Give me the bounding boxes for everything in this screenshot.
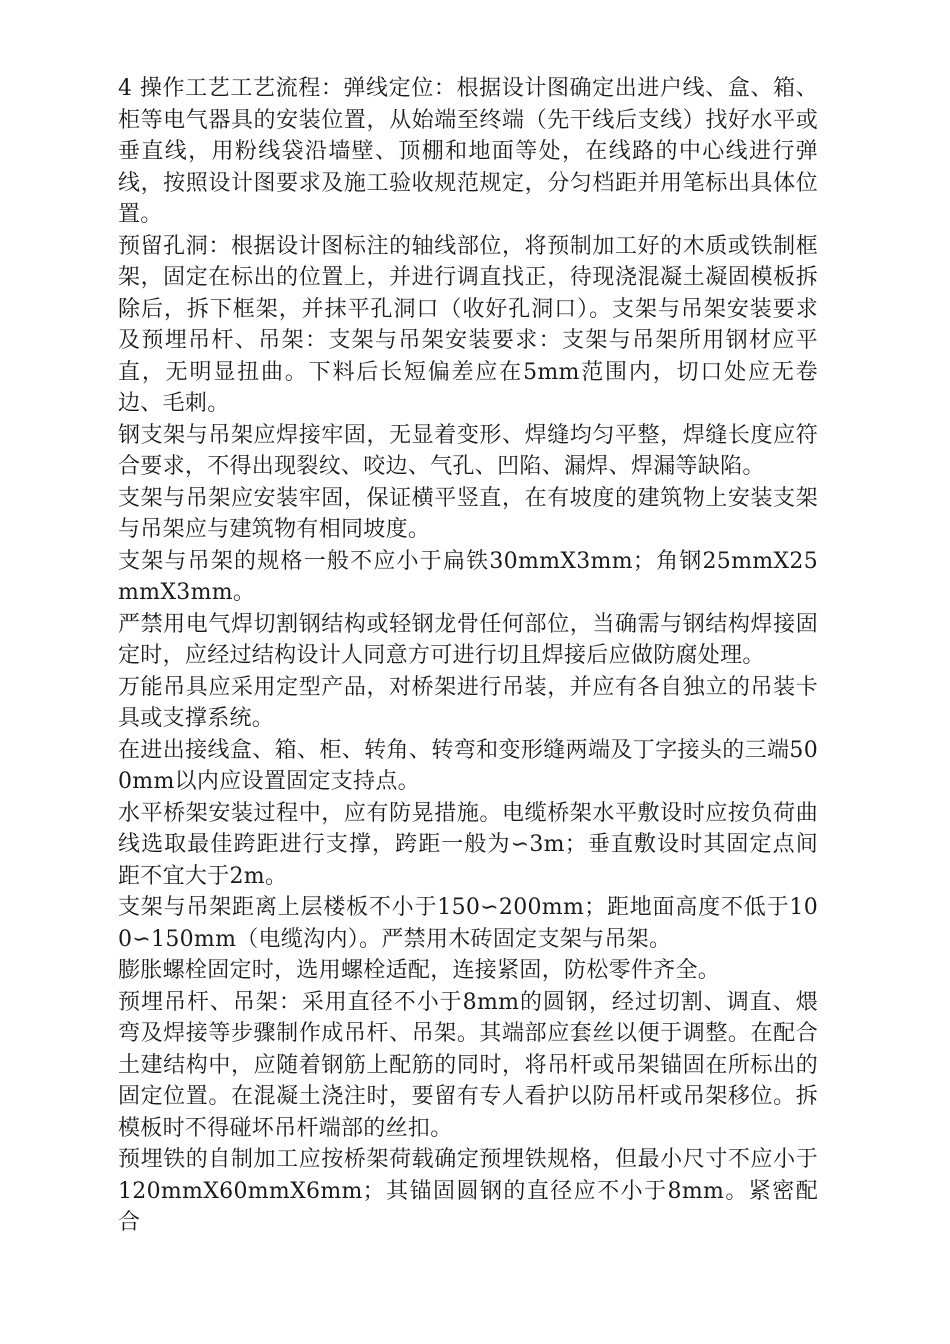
- paragraph-horizontal-tray: 水平桥架安装过程中，应有防晃措施。电缆桥架水平敷设时应按负荷曲线选取最佳跨距进行支撑，跨距一般为∽3m；垂直敷设时其固定点间距不宜大于2m。: [118, 800, 818, 889]
- paragraph-reserved-holes: 预留孔洞：根据设计图标注的轴线部位，将预制加工好的木质或铁制框架，固定在标出的位置上，并进行调直找正，待现浇混凝土凝固模板拆除后，拆下框架，并抹平孔洞口（收好孔洞口）。支架与吊架安装要求及预埋吊杆、吊架：支架与吊架安装要求：支架与吊架所用钢材应平直，无明显扭曲。下料后长短偏差应在5mm范围内，切口处应无卷边、毛刺。: [118, 233, 818, 416]
- paragraph-process-flow: 4 操作工艺工艺流程：弹线定位：根据设计图确定出进户线、盒、箱、柜等电气器具的安装位置，从始端至终端（先干线后支线）找好水平或垂直线，用粉线袋沿墙壁、顶棚和地面等处，在线路的中心线进行弹线，按照设计图要求及施工验收规范规定，分匀档距并用笔标出具体位置。: [118, 76, 818, 227]
- paragraph-clearance: 支架与吊架距离上层楼板不小于150∽200mm；距地面高度不低于100∽150mm（电缆沟内）。严禁用木砖固定支架与吊架。: [118, 895, 818, 952]
- paragraph-embedded-rods: 预埋吊杆、吊架：采用直径不小于8mm的圆钢，经过切割、调直、煨弯及焊接等步骤制作成吊杆、吊架。其端部应套丝以便于调整。在配合土建结构中，应随着钢筋上配筋的同时，将吊杆或吊架锚固在所标出的固定位置。在混凝土浇注时，要留有专人看护以防吊杆或吊架移位。拆模板时不得碰坏吊杆端部的丝扣。: [118, 989, 818, 1141]
- paragraph-mounting-slope: 支架与吊架应安装牢固，保证横平竖直，在有坡度的建筑物上安装支架与吊架应与建筑物有相同坡度。: [118, 485, 818, 542]
- paragraph-universal-hanger: 万能吊具应采用定型产品，对桥架进行吊装，并应有各自独立的吊装卡具或支撑系统。: [118, 674, 818, 731]
- paragraph-welding: 钢支架与吊架应焊接牢固，无显着变形、焊缝均匀平整，焊缝长度应符合要求，不得出现裂纹、咬边、气孔、凹陷、漏焊、焊漏等缺陷。: [118, 422, 818, 479]
- paragraph-support-points: 在进出接线盒、箱、柜、转角、转弯和变形缝两端及丁字接头的三端500mm以内应设置固定支持点。: [118, 737, 818, 794]
- paragraph-specifications: 支架与吊架的规格一般不应小于扁铁30mmX3mm；角钢25mmX25mmX3mm。: [118, 548, 818, 605]
- paragraph-embedded-iron: 预埋铁的自制加工应按桥架荷载确定预埋铁规格，但最小尺寸不应小于120mmX60mmX6mm；其锚固圆钢的直径应不小于8mm。紧密配合: [118, 1147, 818, 1235]
- paragraph-cutting-prohibition: 严禁用电气焊切割钢结构或轻钢龙骨任何部位，当确需与钢结构焊接固定时，应经过结构设计人同意方可进行切且焊接后应做防腐处理。: [118, 611, 818, 668]
- paragraph-expansion-bolts: 膨胀螺栓固定时，选用螺栓适配，连接紧固，防松零件齐全。: [118, 958, 721, 983]
- document-page: [118, 73, 818, 1239]
